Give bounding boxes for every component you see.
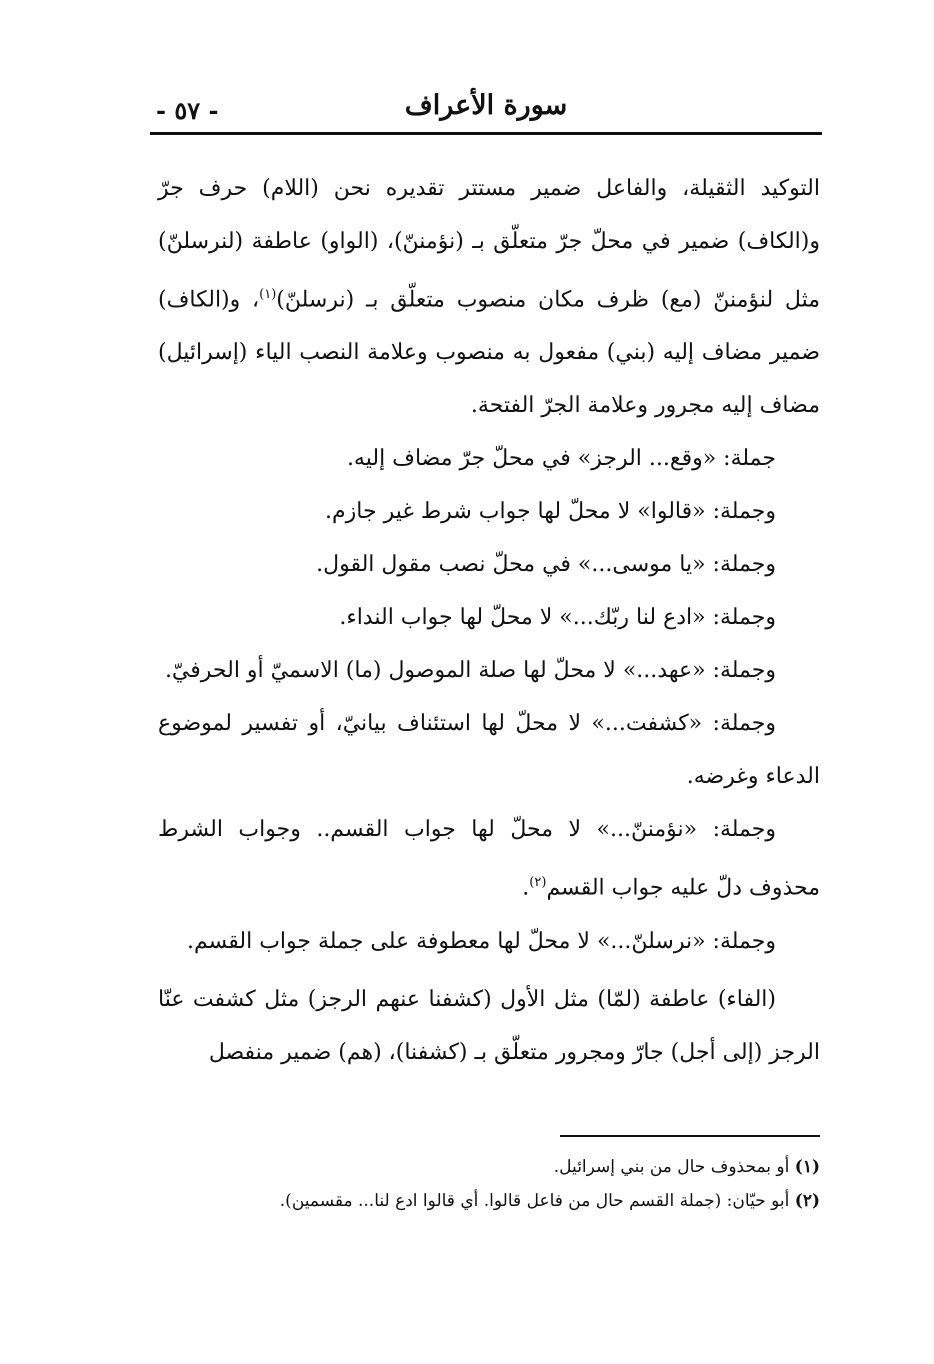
sentence-analysis-1: جملة: «وقع... الرجز» في محلّ جرّ مضاف إليه.	[346, 446, 776, 472]
paragraph-text-tail: ، و(الكاف) ضمير مضاف إليه (بني) مفعول به منصوب وعلامة النصب الياء (إسرائيل) مضاف إليه مجرور وعلامة الجرّ الفتحة.	[158, 287, 821, 419]
surah-title: سورة الأعراف	[404, 90, 568, 121]
footnotes	[158, 1150, 820, 1218]
footnote-divider	[560, 1135, 820, 1137]
paragraph-text: التوكيد الثقيلة، والفاعل ضمير مستتر تقديره نحن (اللام) حرف جرّ و(الكاف) ضمير في محلّ جرّ متعلّق بـ (نؤمننّ)، (الواو) عاطفة (لنرسلنّ) مثل لنؤمننّ (مع) ظرف مكان منصوب متعلّق بـ (نرسلنّ)	[158, 176, 820, 313]
page-header	[150, 84, 822, 134]
sentence-text-tail: .	[522, 875, 530, 901]
footnote-number: (٢)	[794, 1191, 820, 1211]
sentence-analysis-8: وجملة: «نرسلنّ...» لا محلّ لها معطوفة على جملة جواب القسم.	[187, 928, 776, 954]
header-divider	[150, 132, 822, 135]
main-text	[158, 162, 820, 1079]
footnote-ref-2: (٢)	[529, 875, 547, 891]
sentence-analysis-7	[158, 803, 820, 914]
footnote-ref-1: (١)	[259, 287, 277, 302]
paragraph-grammar-analysis	[158, 162, 820, 432]
sentence-analysis-4: وجملة: «ادع لنا ربّك...» لا محلّ لها جواب النداء.	[339, 605, 776, 631]
footnote-number: (١)	[794, 1157, 820, 1177]
sentence-analysis-2: وجملة: «قالوا» لا محلّ لها جواب شرط غير جازم.	[325, 499, 776, 525]
footnote-1	[158, 1150, 820, 1184]
sentence-analysis-5: وجملة: «عهد...» لا محلّ لها صلة الموصول (ما) الاسميّ أو الحرفيّ.	[164, 658, 776, 684]
sentence-text: وجملة: «نؤمننّ...» لا محلّ لها جواب القسم.. وجواب الشرط محذوف دلّ عليه جواب القسم	[158, 817, 820, 901]
page-number: - ٥٧ -	[156, 96, 219, 125]
footnote-text: أبو حيّان: (جملة القسم حال من فاعل قالوا. أي قالوا ادع لنا... مقسمين).	[279, 1191, 790, 1211]
footnote-text: أو بمحذوف حال من بني إسرائيل.	[553, 1157, 790, 1177]
footnote-2	[158, 1184, 820, 1218]
paragraph-analysis-next-verse: (الفاء) عاطفة (لمّا) مثل الأول (كشفنا عنهم الرجز) مثل كشفت عنّا الرجز (إلى أجل) جارّ ومجرور متعلّق بـ (كشفنا)، (هم) ضمير منفصل	[158, 986, 820, 1065]
sentence-analysis-3: وجملة: «يا موسى...» في محلّ نصب مقول القول.	[316, 552, 776, 578]
sentence-analysis-6: وجملة: «كشفت...» لا محلّ لها استئناف بيانيّ، أو تفسير لموضوع الدعاء وغرضه.	[158, 711, 820, 790]
